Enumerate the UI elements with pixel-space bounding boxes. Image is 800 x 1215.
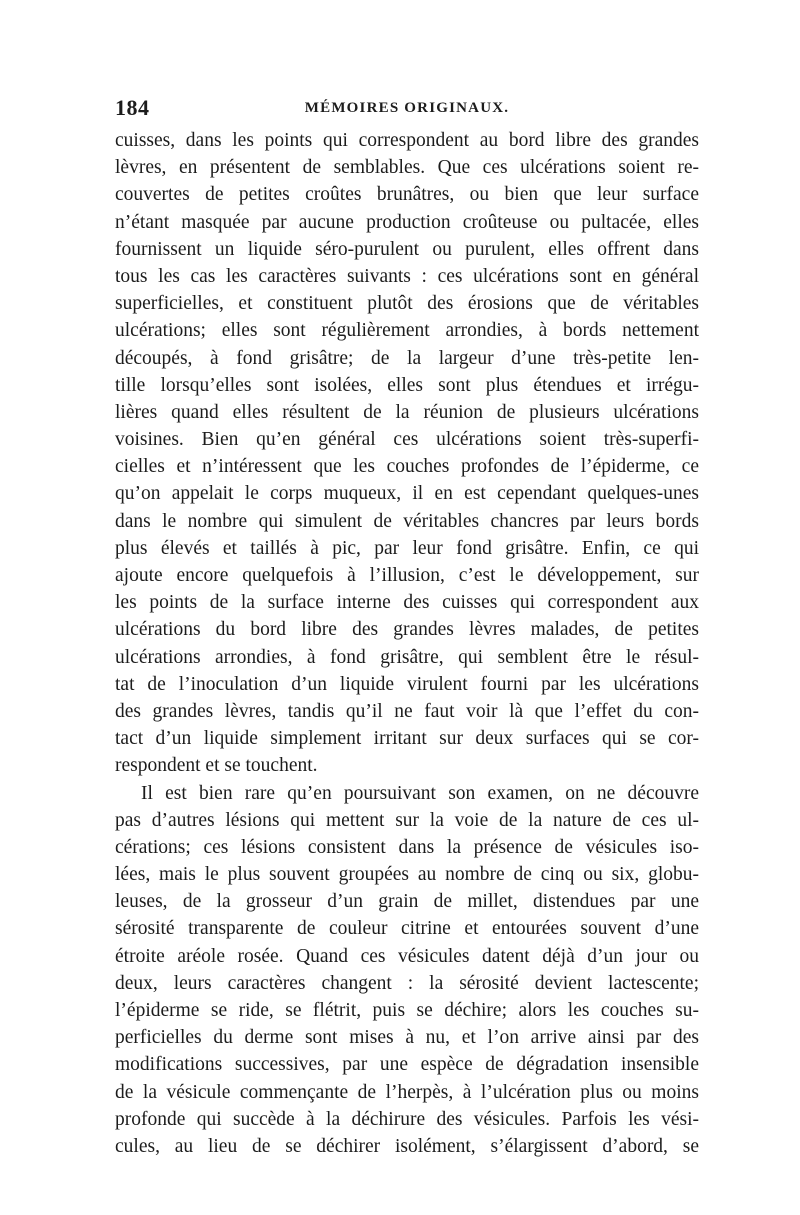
text-line: deux, leurs caractères changent : la sérosité devient lactescente; [115,972,699,994]
running-title: MÉMOIRES ORIGINAUX. [304,100,510,116]
text-line: pas d’autres lésions qui mettent sur la voie de la nature de ces ul- [115,809,699,831]
text-line: n’étant masquée par aucune production croûteuse ou pultacée, elles [115,211,699,233]
text-line: tat de l’inoculation d’un liquide virulent fourni par les ulcérations [115,673,699,695]
body-text [115,127,699,1160]
text-line: perficielles du derme sont mises à nu, et l’on arrive ainsi par des [115,1027,699,1049]
text-line: cuisses, dans les points qui correspondent au bord libre des grandes [115,130,699,151]
text-line: tact d’un liquide simplement irritant sur deux surfaces qui se cor- [115,728,699,750]
text-line: lières quand elles résultent de la réunion de plusieurs ulcérations [115,401,699,423]
text-line: profonde qui succède à la déchirure des vésicules. Parfois les vési- [115,1108,699,1130]
text-line: les points de la surface interne des cuisses qui correspondent aux [115,592,699,614]
paragraph-end-line: respondent et se touchent. [115,755,318,777]
text-line: lées, mais le plus souvent groupées au nombre de cinq ou six, globu- [115,864,699,886]
text-line: fournissent un liquide séro-purulent ou purulent, elles offrent dans [115,238,699,260]
text-line: tille lorsqu’elles sont isolées, elles sont plus étendues et irrégu- [115,374,699,396]
text-line: tous les cas les caractères suivants : ces ulcérations sont en général [115,265,699,287]
text-line: cielles et n’intéressent que les couches profondes de l’épiderme, ce [115,456,699,478]
text-line: lèvres, en présentent de semblables. Que ces ulcérations soient re- [115,157,699,179]
text-line: de la vésicule commençante de l’herpès, à l’ulcération plus ou moins [115,1081,699,1103]
text-line: des grandes lèvres, tandis qu’il ne faut voir là que l’effet du con- [115,700,699,722]
text-line: l’épiderme se ride, se flétrit, puis se déchire; alors les couches su- [115,1000,699,1021]
text-line: modifications successives, par une espèce de dégradation insensible [115,1054,699,1076]
text-line: cérations; ces lésions consistent dans la présence de vésicules iso- [115,836,699,858]
text-line: leuses, de la grosseur d’un grain de millet, distendues par une [115,891,699,913]
text-line: dans le nombre qui simulent de véritables chancres par leurs bords [115,510,699,532]
text-line: ulcérations; elles sont régulièrement arrondies, à bords nettement [115,320,699,342]
page-header [115,95,699,123]
page-number: 184 [115,95,150,120]
text-line: plus élevés et taillés à pic, par leur fond grisâtre. Enfin, ce qui [115,537,699,559]
text-line: sérosité transparente de couleur citrine et entourées souvent d’une [115,918,699,940]
text-line: superficielles, et constituent plutôt des érosions que de véritables [115,293,699,315]
text-line: qu’on appelait le corps muqueux, il en est cependant quelques-unes [115,483,699,505]
paragraph-start-line: Il est bien rare qu’en poursuivant son examen, on ne découvre [141,782,699,804]
text-line: découpés, à fond grisâtre; de la largeur d’une très-petite len- [115,347,699,369]
text-line: ulcérations arrondies, à fond grisâtre, qui semblent être le résul- [115,646,699,668]
text-line: ajoute encore quelquefois à l’illusion, c’est le développement, sur [115,565,699,586]
text-line: ulcérations du bord libre des grandes lèvres malades, de petites [115,619,699,641]
text-line: couvertes de petites croûtes brunâtres, ou bien que leur surface [115,184,699,206]
text-line: cules, au lieu de se déchirer isolément, s’élargissent d’abord, se [115,1135,699,1157]
text-line: voisines. Bien qu’en général ces ulcérations soient très-superfi- [115,429,699,451]
text-line: étroite aréole rosée. Quand ces vésicules datent déjà d’un jour ou [115,945,699,967]
